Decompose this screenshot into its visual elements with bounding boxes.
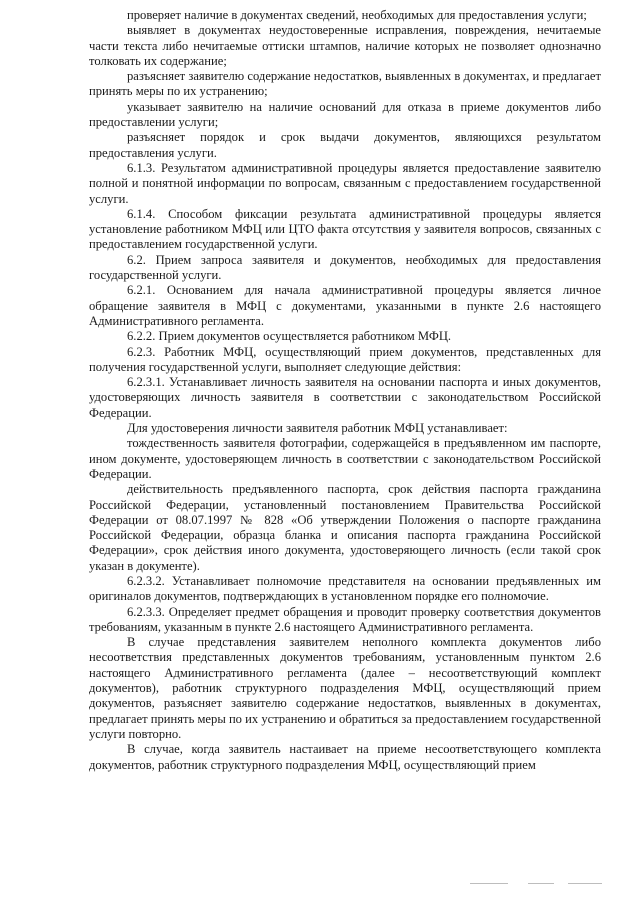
paragraph: разъясняет порядок и срок выдачи документов, являющихся результатом предоставления услуги. [89, 130, 601, 160]
paragraph: тождественность заявителя фотографии, содержащейся в предъявленном им паспорте, ином документе, удостоверяющем личность в соответствии с законодательством Российской Федерации. [89, 436, 601, 481]
paragraph: Для удостоверения личности заявителя работник МФЦ устанавливает: [127, 421, 508, 436]
paragraph: проверяет наличие в документах сведений, необходимых для предоставления услуги; [127, 8, 587, 22]
scan-artifact-marks [470, 883, 610, 886]
paragraph: указывает заявителю на наличие оснований для отказа в приеме документов либо предоставлении услуги; [89, 99, 601, 130]
paragraph: 6.2.3. Работник МФЦ, осуществляющий прием документов, представленных для получения государственной услуги, выполняет следующие действия: [89, 344, 601, 374]
paragraph: 6.2.3.3. Определяет предмет обращения и проводит проверку соответствия документов требованиям, указанным в пункте 2.6 настоящего Административного регламента. [89, 604, 601, 634]
paragraph: В случае, когда заявитель настаивает на приеме несоответствующего комплекта документов, работник структурного подразделения МФЦ, осуществляющий прием [89, 742, 601, 772]
paragraph: 6.2.3.1. Устанавливает личность заявителя на основании паспорта и иных документов, удостоверяющих личность заявителя в соответствии с законодательством Российской Федерации. [89, 375, 601, 420]
document-page [89, 8, 601, 773]
paragraph: 6.2.3.2. Устанавливает полномочие представителя на основании предъявленных им оригиналов документов, подтверждающих в установленном порядке его полномочие. [89, 573, 601, 604]
paragraph: разъясняет заявителю содержание недостатков, выявленных в документах, и предлагает принять меры по их устранению; [89, 69, 601, 99]
paragraph: выявляет в документах неудостоверенные исправления, повреждения, нечитаемые части текста либо нечитаемые оттиски штампов, наличие которых не позволяет однозначно толковать их содержание; [89, 23, 601, 68]
paragraph: 6.1.3. Результатом административной процедуры является предоставление заявителю полной и понятной информации по вопросам, связанным с предоставлением государственной услуги. [89, 160, 601, 206]
paragraph: 6.2.1. Основанием для начала административной процедуры является личное обращение заявителя в МФЦ с документами, указанными в пункте 2.6 настоящего Административного регламента. [89, 283, 601, 328]
paragraph: 6.2.2. Прием документов осуществляется работником МФЦ. [127, 329, 452, 344]
paragraph: 6.1.4. Способом фиксации результата административной процедуры является установление работником МФЦ или ЦТО факта отсутствия у заявителя вопросов, связанных с предоставлением государственной услуги. [89, 206, 601, 252]
section-heading: 6.2. Прием запроса заявителя и документов, необходимых для предоставления государственной услуги. [89, 252, 601, 283]
paragraph: В случае представления заявителем неполного комплекта документов либо несоответствия представленных документов требованиям, установленным пунктом 2.6 настоящего Административного регламента (далее – несоответствующий комплект документов), работник структурного подразделения МФЦ, осуществляющий прием документов, разъясняет заявителю содержание недостатков, выявленных в документах, предлагает принять меры по их устранению и обратиться за предоставлением государственной услуги повторно. [89, 635, 601, 741]
paragraph: действительность предъявленного паспорта, срок действия паспорта гражданина Российской Федерации, установленный постановлением Правительства Российской Федерации от 08.07.1997 № 828 «Об утверждении Положения о паспорте гражданина Российской Федерации, образца бланка и описания паспорта гражданина Российской Федерации», срок действия иного документа, удостоверяющего личность (если такой срок указан в документе). [89, 482, 601, 573]
